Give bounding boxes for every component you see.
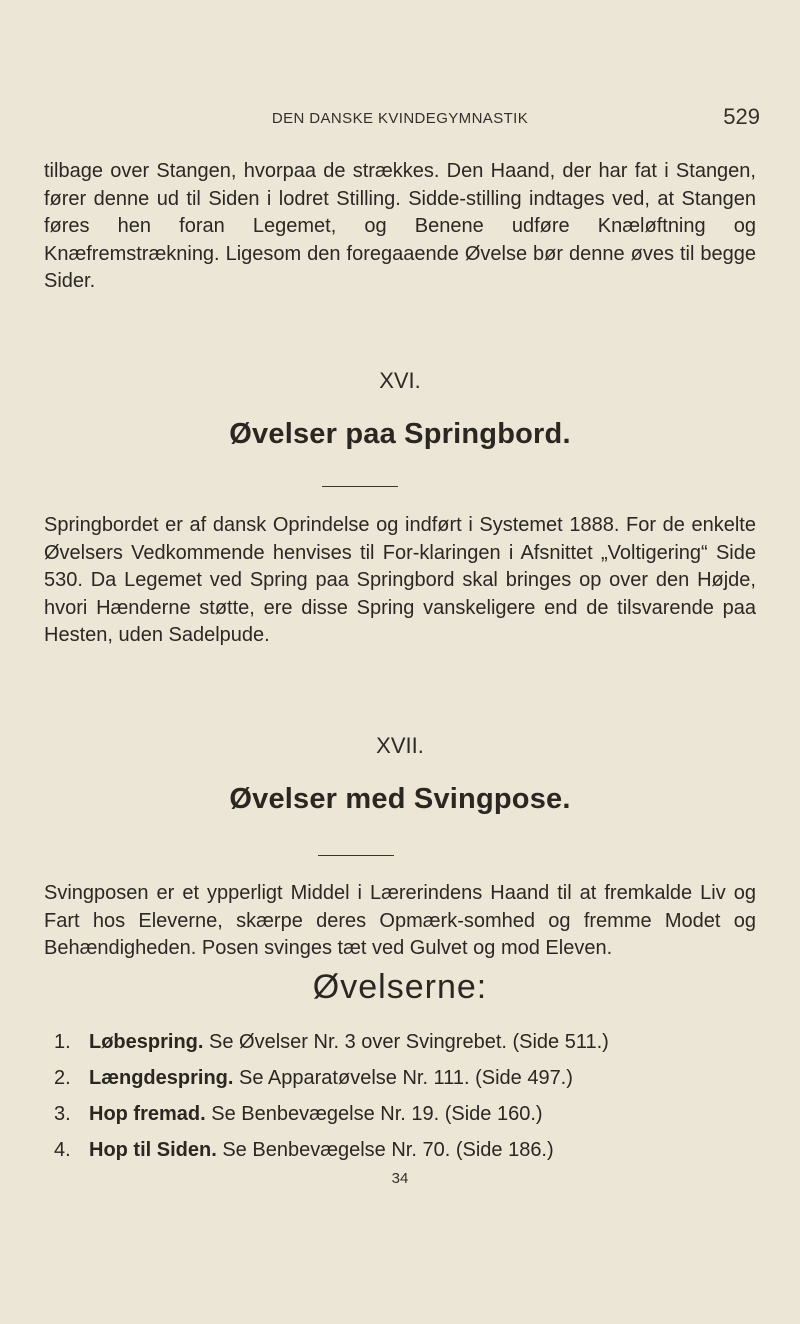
exercise-reference: Se Apparatøvelse Nr. 111. (Side 497.) (239, 1067, 573, 1089)
exercise-number: 3. (54, 1103, 71, 1125)
exercise-number: 2. (54, 1067, 71, 1089)
exercise-name: Hop fremad. (89, 1103, 206, 1125)
section-body-xvi: Springbordet er af dansk Oprindelse og indført i Systemet 1888. For de enkelte Øvelsers Vedkommende henvises til For-klaringen i Afsnittet „Voltigering“ Side 530. Da Legemet ved Spring paa Springbord skal bringes op over den Højde, hvori Hænderne støtte, ere disse Spring vanskeligere end de tilsvarende paa Hesten, uden Sadelpude. (44, 514, 756, 647)
exercise-name: Hop til Siden. (89, 1139, 217, 1161)
section-title-xvii: Øvelser med Svingpose. (229, 783, 571, 815)
section-divider (318, 855, 394, 856)
exercises-heading: Øvelserne: (312, 968, 488, 1006)
section-numeral-xvi: XVI. (379, 368, 421, 393)
intro-paragraph: tilbage over Stangen, hvorpaa de strækkes. Den Haand, der har fat i Stangen, fører denne ud til Siden i lodret Stilling. Sidde-stilling indtages ved, at Stangen føres hen foran Legemet, og Benene udføre Knæløftning og Knæfremstrækning. Ligesom den foregaaende Øvelse bør denne øves til begge Sider. (44, 160, 756, 293)
page-number: 529 (723, 104, 760, 129)
exercise-name: Længdespring. (89, 1067, 234, 1089)
exercise-number: 4. (54, 1139, 71, 1161)
section-numeral-xvii: XVII. (376, 733, 424, 758)
running-title: DEN DANSKE KVINDEGYMNASTIK (271, 110, 529, 127)
exercise-number: 1. (54, 1031, 71, 1053)
section-divider (322, 486, 398, 487)
exercise-reference: Se Benbevægelse Nr. 19. (Side 160.) (211, 1103, 543, 1125)
exercise-item (54, 1024, 754, 1060)
exercise-reference: Se Benbevægelse Nr. 70. (Side 186.) (222, 1139, 554, 1161)
exercise-item (54, 1060, 754, 1096)
exercise-name: Løbespring. (89, 1031, 204, 1053)
section-body-xvii: Svingposen er et ypperligt Middel i Lærerindens Haand til at fremkalde Liv og Fart hos Eleverne, skærpe deres Opmærk-somhed og fremme Modet og Behændigheden. Posen svinges tæt ved Gulvet og mod Eleven. (44, 882, 756, 960)
exercise-reference: Se Øvelser Nr. 3 over Svingrebet. (Side 511.) (209, 1031, 609, 1053)
section-title-xvi: Øvelser paa Springbord. (229, 418, 571, 450)
exercise-list (54, 1024, 754, 1168)
running-head (40, 104, 760, 134)
exercise-item (54, 1132, 754, 1168)
exercise-item (54, 1096, 754, 1132)
signature-mark: 34 (391, 1170, 409, 1187)
